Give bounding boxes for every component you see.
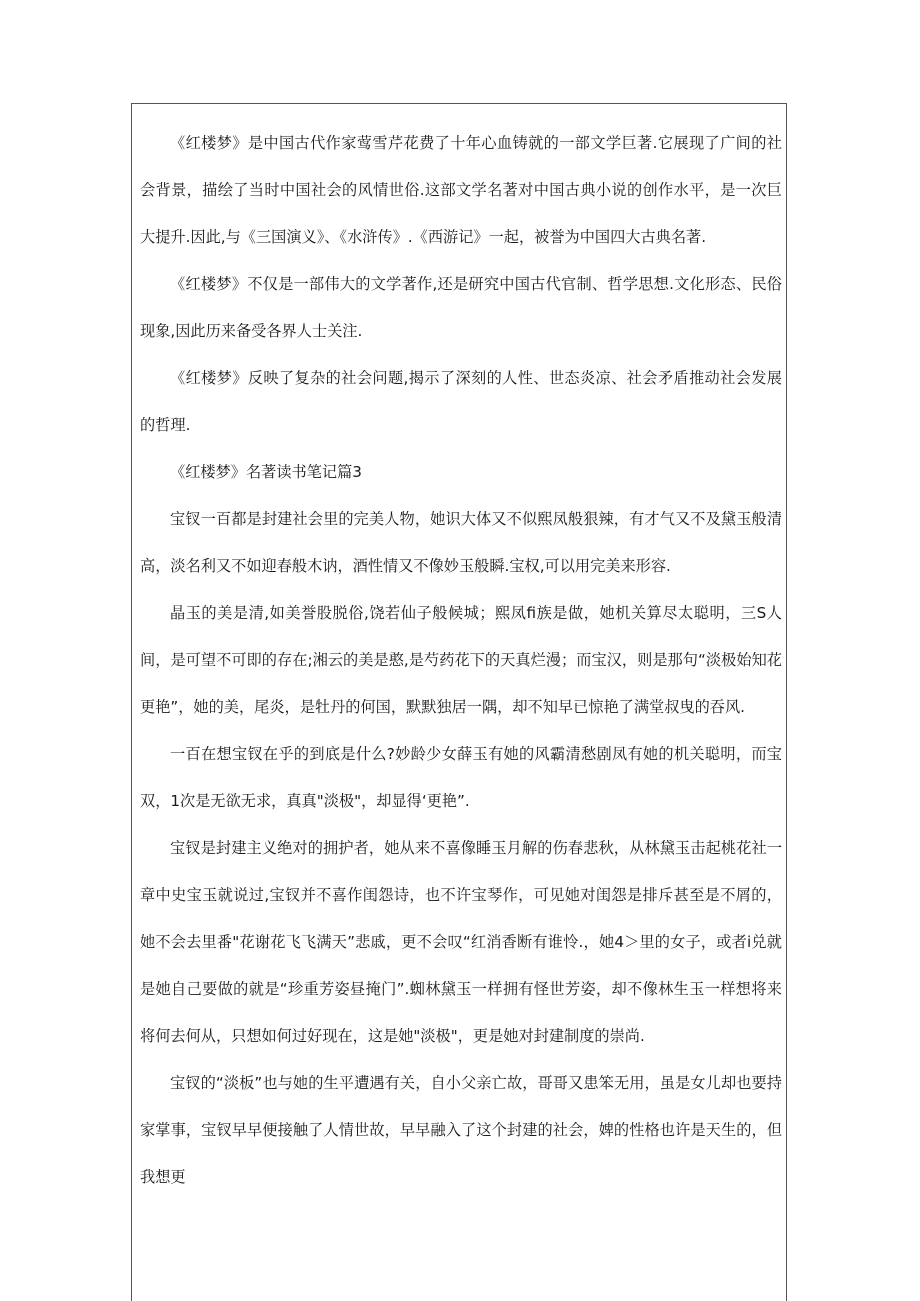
- paragraph-feudal-supporter: 宝钗是封建主义绝对的拥护者，她从来不喜像睡玉月解的伤春悲秋，从林黛玉击起桃花社一章中史宝玉就说过,宝钗并不喜作闺怨诗，也不许宝琴作，可见她对闺怨是排斥甚至是不屑的，她不会去里番"花谢花飞飞满天”悲戚，更不会叹“红消香断有谁怜.，她4＞里的女子，或者i兑就是她自己要做的就是“珍重芳姿昼掩门”.蜘林黛玉一样拥有怪世芳姿，却不像林生玉一样想将来将何去何从，只想如何过好现在，这是她"淡极"，更是她对封建制度的崇尚.: [140, 839, 782, 1045]
- document-body: [140, 120, 782, 1201]
- paragraph-life-experience: 宝钗的“淡板”也与她的生平遭遇有关，自小父亲亡故，哥哥又患笨无用，虽是女儿却也要持家掌事，宝钗早早便接触了人情世故，早早融入了这个封建的社会，婢的性格也许是天生的，但我想更: [140, 1074, 782, 1186]
- paragraph-social-issues: 《红楼梦》反映了复杂的社会问题,揭示了深刻的人性、世态炎凉、社会矛盾推动社会发展的哲理.: [140, 369, 782, 434]
- paragraph-intro: 《红楼梦》是中国古代作家莺雪芹花费了十年心血铸就的一部文学巨著.它展现了广间的社会背景，描绘了当时中国社会的风情世俗.这部文学名著对中国古典小说的创作水平，是一次巨大提升.因此,与《三国演义》、《水浒传》.《西游记》一起，被誉为中国四大古典名著.: [140, 134, 782, 246]
- paragraph-baochai-perfect: 宝钗一百都是封建社会里的完美人物，她识大体又不似熙凤般狠辣，有才气又不及黛玉般清高，淡名利又不如迎春般木讷，酒性情又不像妙玉般瞬.宝权,可以用完美来形容.: [140, 510, 782, 575]
- paragraph-research-value: 《红楼梦》不仅是一部伟大的文学著作,还是研究中国古代官制、哲学思想.文化形态、民俗现象,因此历来备受各界人士关注.: [140, 275, 782, 340]
- section-heading: 《红楼梦》名著读书笔记篇3: [170, 463, 362, 481]
- paragraph-beauty-comparison: 晶玉的美是清,如美誉股脱俗,饶若仙子般候城；熙凤fi族是做，她机关算尽太聪明，三S人间，是可望不可即的存在;湘云的美是憨,是芍药花下的天真烂漫；而宝汉，则是那句“淡极始知花更艳”，她的美，尾炎，是牡丹的何国，默默独居一隅，却不知早已惊艳了满堂叔曳的吞风.: [140, 604, 782, 716]
- paragraph-baochai-cares: 一百在想宝钗在乎的到底是什么?妙龄少女薛玉有她的风霸清愁剧凤有她的机关聪明，而宝双，1次是无欲无求，真真"淡极"，却显得‘更艳”.: [140, 745, 782, 810]
